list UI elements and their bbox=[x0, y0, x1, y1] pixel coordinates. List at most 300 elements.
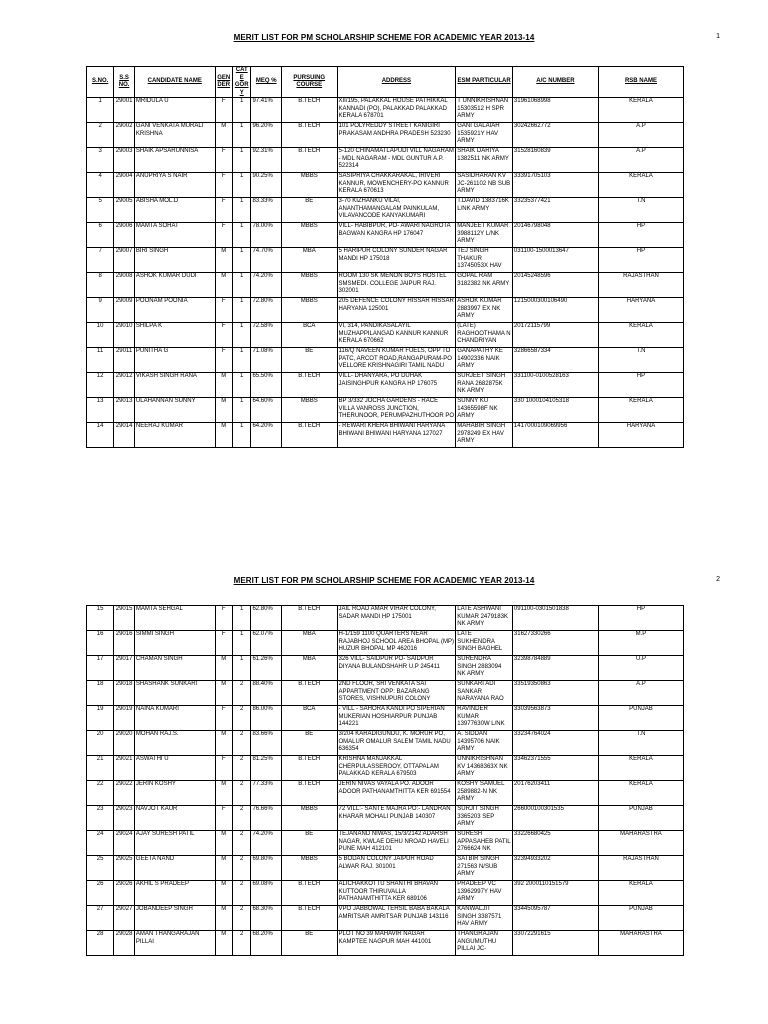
cell-rsb-name: HP bbox=[598, 606, 683, 631]
cell-category: 1 bbox=[232, 348, 251, 373]
cell-serial-number: 11 bbox=[87, 348, 114, 373]
cell-serial-number: 2 bbox=[87, 123, 114, 148]
header-address: ADDRESS bbox=[337, 67, 456, 98]
cell-gender: F bbox=[215, 223, 232, 248]
cell-address: 5 HARIPUR COLONY SUNDER NAGAR MANDI HP 175018 bbox=[337, 248, 456, 273]
cell-esm-particular: SASIDHARAN KV JC-261102 NB SUB ARMY bbox=[456, 173, 513, 198]
table-row bbox=[87, 298, 684, 323]
cell-esm-particular: GOPAL RAM 3182382 NK ARMY bbox=[456, 273, 513, 298]
header-category: CATE GORY bbox=[232, 67, 251, 98]
cell-address: TEJANAND NIWAS, 15/3/2142 ADARSH NAGAR, KWLAE DEHU NROAD HAVELI PUNE MAH 412101 bbox=[337, 831, 456, 856]
cell-gender: F bbox=[215, 631, 232, 656]
cell-rsb-name: KERALA bbox=[598, 173, 683, 198]
header-candidate-name: CANDIDATE NAME bbox=[134, 67, 215, 98]
cell-esm-particular: SHAIK DARIYA 1382511 NK ARMY bbox=[456, 148, 513, 173]
cell-gender: F bbox=[215, 323, 232, 348]
cell-ss-number: 29012 bbox=[114, 373, 135, 398]
cell-ss-number: 29024 bbox=[114, 831, 135, 856]
cell-account-number: 33519350863 bbox=[512, 681, 598, 706]
cell-meq-percent: 62.07% bbox=[251, 631, 282, 656]
table-row bbox=[87, 931, 684, 956]
table-row bbox=[87, 781, 684, 806]
cell-category: 1 bbox=[232, 98, 251, 123]
cell-address: VI, 314, PANDIKASALAYIL MUZHAPPILANGAD KANNUR KANNUR KERALA 670662 bbox=[337, 323, 456, 348]
cell-account-number: 33226680425 bbox=[512, 831, 598, 856]
cell-gender: M bbox=[215, 273, 232, 298]
cell-pursuing-course: B.TECH bbox=[281, 423, 337, 448]
cell-account-number: 392 2000110151579 bbox=[512, 881, 598, 906]
cell-pursuing-course: BE bbox=[281, 348, 337, 373]
cell-pursuing-course: BE bbox=[281, 198, 337, 223]
cell-category: 2 bbox=[232, 881, 251, 906]
cell-meq-percent: 96.20% bbox=[251, 123, 282, 148]
table-row bbox=[87, 373, 684, 398]
table-row bbox=[87, 223, 684, 248]
cell-serial-number: 22 bbox=[87, 781, 114, 806]
cell-ss-number: 29020 bbox=[114, 731, 135, 756]
cell-meq-percent: 68.20% bbox=[251, 931, 282, 956]
cell-candidate-name: MOHAN RAJ.S. bbox=[134, 731, 215, 756]
cell-pursuing-course: BCA bbox=[281, 706, 337, 731]
cell-address: VPO JABBOWAL TEHSIL BABA BAKALA AMRITSAR AMRITSAR PUNJAB 143116 bbox=[337, 906, 456, 931]
cell-esm-particular: SATBIR SINGH 271563 N/SUB ARMY bbox=[456, 856, 513, 881]
header-meq-percent: MEQ % bbox=[251, 67, 282, 98]
cell-meq-percent: 74.20% bbox=[251, 831, 282, 856]
cell-pursuing-course: MBBS bbox=[281, 806, 337, 831]
header-serial-number: S.NO. bbox=[87, 67, 114, 98]
cell-meq-percent: 69.80% bbox=[251, 856, 282, 881]
cell-category: 1 bbox=[232, 123, 251, 148]
cell-rsb-name: U.P bbox=[598, 656, 683, 681]
cell-meq-percent: 86.00% bbox=[251, 706, 282, 731]
cell-candidate-name: GANI VENKATA MURALI KRISHNA bbox=[134, 123, 215, 148]
cell-meq-percent: 78.00% bbox=[251, 223, 282, 248]
cell-candidate-name: SHAIK APSARUNNISA bbox=[134, 148, 215, 173]
cell-serial-number: 18 bbox=[87, 681, 114, 706]
cell-gender: M bbox=[215, 781, 232, 806]
cell-ss-number: 29028 bbox=[114, 931, 135, 956]
cell-esm-particular: (LATE) RAGHOOTHAMA N CHANDRIYAN bbox=[456, 323, 513, 348]
cell-serial-number: 25 bbox=[87, 856, 114, 881]
cell-esm-particular: RAVINDER KUMAR 13977630W L/NK bbox=[456, 706, 513, 731]
cell-gender: F bbox=[215, 806, 232, 831]
cell-candidate-name: MAMTA SOHAT bbox=[134, 223, 215, 248]
cell-candidate-name: ASHOK KUMAR DUDI bbox=[134, 273, 215, 298]
table-row bbox=[87, 656, 684, 681]
cell-category: 2 bbox=[232, 931, 251, 956]
page-2-number: 2 bbox=[716, 576, 720, 583]
cell-account-number: 331100-0100528163 bbox=[512, 373, 598, 398]
cell-candidate-name: POONAM POONIA bbox=[134, 298, 215, 323]
cell-rsb-name: A.P bbox=[598, 681, 683, 706]
cell-category: 1 bbox=[232, 298, 251, 323]
cell-pursuing-course: B.TECH bbox=[281, 98, 337, 123]
cell-gender: F bbox=[215, 148, 232, 173]
cell-ss-number: 29001 bbox=[114, 98, 135, 123]
cell-pursuing-course: B.TECH bbox=[281, 906, 337, 931]
cell-esm-particular: PRADEEP VC 13962997Y HAV ARMY bbox=[456, 881, 513, 906]
cell-candidate-name: SHILPA K bbox=[134, 323, 215, 348]
cell-category: 2 bbox=[232, 906, 251, 931]
cell-pursuing-course: B.TECH bbox=[281, 881, 337, 906]
cell-account-number: 330 1000104105318 bbox=[512, 398, 598, 423]
cell-ss-number: 29002 bbox=[114, 123, 135, 148]
cell-category: 1 bbox=[232, 273, 251, 298]
cell-account-number: 32394933202 bbox=[512, 856, 598, 881]
header-account-number: A/C NUMBER bbox=[512, 67, 598, 98]
cell-ss-number: 29017 bbox=[114, 656, 135, 681]
cell-pursuing-course: BCA bbox=[281, 323, 337, 348]
cell-candidate-name: ANUPRIYA S NAIR bbox=[134, 173, 215, 198]
cell-category: 1 bbox=[232, 373, 251, 398]
cell-serial-number: 24 bbox=[87, 831, 114, 856]
cell-meq-percent: 61.26% bbox=[251, 656, 282, 681]
cell-address: - VILL - SAHORA KANDI PO SIPERIAN MUKERIAN HOSHIARPUR PUNJAB 144221 bbox=[337, 706, 456, 731]
cell-candidate-name: BIRI SINGH bbox=[134, 248, 215, 273]
cell-esm-particular: T UNNIKRISHNAN 15303512 H SPR ARMY bbox=[456, 98, 513, 123]
cell-account-number: 031100-1500013647 bbox=[512, 248, 598, 273]
cell-gender: F bbox=[215, 173, 232, 198]
cell-candidate-name: VIKASH SINGH RANA bbox=[134, 373, 215, 398]
cell-gender: M bbox=[215, 931, 232, 956]
cell-esm-particular: KOSHY SAMUEL 2589882-N NK ARMY bbox=[456, 781, 513, 806]
cell-meq-percent: 64.20% bbox=[251, 423, 282, 448]
cell-esm-particular: MAHABIR SINGH 2978249 EX HAV ARMY bbox=[456, 423, 513, 448]
cell-pursuing-course: B.TECH bbox=[281, 756, 337, 781]
cell-address: BP 3/332 JOCHA GARDENS - RACE VILLA VANROSS JUNCTION, THERUNOOR, PERUMPAZHUTHOOR PO bbox=[337, 398, 456, 423]
cell-category: 1 bbox=[232, 398, 251, 423]
table-row bbox=[87, 423, 684, 448]
cell-address: JAIL ROAD AMAR VIHAR COLONY, SADAR MANDI HP 175001 bbox=[337, 606, 456, 631]
cell-esm-particular: A. SIDDAN 14395706 NAIK ARMY bbox=[456, 731, 513, 756]
cell-meq-percent: 76.66% bbox=[251, 806, 282, 831]
cell-meq-percent: 83.33% bbox=[251, 198, 282, 223]
cell-rsb-name: T.N bbox=[598, 731, 683, 756]
table-header-row bbox=[87, 67, 684, 98]
cell-esm-particular: SUNNY KU 14365598F NK ARMY bbox=[456, 398, 513, 423]
cell-gender: M bbox=[215, 831, 232, 856]
cell-account-number: 1417000109069956 bbox=[512, 423, 598, 448]
table-row bbox=[87, 148, 684, 173]
cell-pursuing-course: MBBS bbox=[281, 398, 337, 423]
cell-ss-number: 29018 bbox=[114, 681, 135, 706]
cell-pursuing-course: MBA bbox=[281, 656, 337, 681]
cell-rsb-name: KERALA bbox=[598, 756, 683, 781]
cell-account-number: 33391705103 bbox=[512, 173, 598, 198]
cell-serial-number: 16 bbox=[87, 631, 114, 656]
cell-account-number: 1215000300106490 bbox=[512, 298, 598, 323]
page-2-title: MERIT LIST FOR PM SCHOLARSHIP SCHEME FOR ACADEMIC YEAR 2013-14 bbox=[233, 576, 535, 585]
merit-table-page-2 bbox=[86, 605, 684, 956]
table-row bbox=[87, 856, 684, 881]
cell-account-number: 20146798048 bbox=[512, 223, 598, 248]
table-row bbox=[87, 173, 684, 198]
cell-rsb-name: M.P bbox=[598, 631, 683, 656]
cell-account-number: 32866587334 bbox=[512, 348, 598, 373]
cell-rsb-name: MAHARASTRA bbox=[598, 831, 683, 856]
cell-esm-particular: T.DAVID 1383716K L/NK ARMY bbox=[456, 198, 513, 223]
cell-category: 1 bbox=[232, 248, 251, 273]
table-row bbox=[87, 348, 684, 373]
table-row bbox=[87, 606, 684, 631]
cell-category: 2 bbox=[232, 731, 251, 756]
cell-esm-particular: UNNIKRISHNAN KV 14368363X NK ARMY bbox=[456, 756, 513, 781]
cell-ss-number: 29026 bbox=[114, 881, 135, 906]
cell-address: ALICHAKKOTTU SHANTHI BHAVAN KUTTOOR THIRUVALLA PATHANAMTHITTA KER 689106 bbox=[337, 881, 456, 906]
cell-esm-particular: SURJEET SINGH RANA 2682875K NK ARMY bbox=[456, 373, 513, 398]
cell-address: VILL- HABIBPUR, PO- AWARI NAGROTA BAGWAN KANGRA HP 176047 bbox=[337, 223, 456, 248]
cell-gender: M bbox=[215, 731, 232, 756]
cell-esm-particular: THANGRAJAN ANGUMUTHU PILLAI JC- bbox=[456, 931, 513, 956]
cell-esm-particular: LATE SUKHENDRA SINGH BAGHEL bbox=[456, 631, 513, 656]
cell-candidate-name: NAVJOT KAUR bbox=[134, 806, 215, 831]
cell-account-number: 30242662772 bbox=[512, 123, 598, 148]
cell-category: 1 bbox=[232, 631, 251, 656]
cell-category: 1 bbox=[232, 173, 251, 198]
cell-ss-number: 29021 bbox=[114, 756, 135, 781]
cell-meq-percent: 71.08% bbox=[251, 348, 282, 373]
cell-pursuing-course: MBA bbox=[281, 631, 337, 656]
cell-meq-percent: 68.30% bbox=[251, 906, 282, 931]
cell-rsb-name: PUNJAB bbox=[598, 906, 683, 931]
header-rsb-name: RSB NAME bbox=[598, 67, 683, 98]
cell-rsb-name: HP bbox=[598, 223, 683, 248]
header-gender: GEN DER bbox=[215, 67, 232, 98]
header-pursuing-course: PURSUING COURSE bbox=[281, 67, 337, 98]
cell-category: 2 bbox=[232, 756, 251, 781]
cell-esm-particular: GANAPATHY KE 14902336 NAIK ARMY bbox=[456, 348, 513, 373]
cell-address: KRISHNA MANJAKKAL CHERPULASSEROOY, OTTAPALAM PALAKKAD KERALA 679503 bbox=[337, 756, 456, 781]
cell-esm-particular: TEJ SINGH THAKUR 13745053X HAV bbox=[456, 248, 513, 273]
cell-pursuing-course: BE bbox=[281, 831, 337, 856]
table-row bbox=[87, 906, 684, 931]
cell-address: XII/195, PALAKKAL HOUSE PATHIKKAL KANNADI (PO), PALAKKAD PALAKKAD KERALA 678701 bbox=[337, 98, 456, 123]
cell-rsb-name: RAJASTHAN bbox=[598, 856, 683, 881]
cell-pursuing-course: B.TECH bbox=[281, 606, 337, 631]
table-row bbox=[87, 806, 684, 831]
cell-meq-percent: 92.31% bbox=[251, 148, 282, 173]
cell-candidate-name: JOBANDEEP SINGH bbox=[134, 906, 215, 931]
cell-address: 101 POLYREDDY STREET KANIGIRI PRAKASAM ANDHRA PRADESH 523230 bbox=[337, 123, 456, 148]
cell-pursuing-course: B.TECH bbox=[281, 123, 337, 148]
cell-candidate-name: CHAMAN SINGH bbox=[134, 656, 215, 681]
cell-meq-percent: 62.80% bbox=[251, 606, 282, 631]
cell-serial-number: 4 bbox=[87, 173, 114, 198]
cell-pursuing-course: MBBS bbox=[281, 173, 337, 198]
cell-address: H-1/159 1100 QUARTERS NEAR RAJABHOJ SCHOOL AREA BHOPAL (MP) HUZUR BHOPAL MP 462016 bbox=[337, 631, 456, 656]
cell-rsb-name: KERALA bbox=[598, 781, 683, 806]
cell-rsb-name: T.N bbox=[598, 198, 683, 223]
cell-esm-particular: SUNKARI ADI SANKAR NARAYANA RAO bbox=[456, 681, 513, 706]
cell-ss-number: 29010 bbox=[114, 323, 135, 348]
cell-address: 3-70 KIZHANKU VILAI, ANANTHAMANGALAM PAINKULAM, VILAVANCODE KANYAKUMARI bbox=[337, 198, 456, 223]
cell-address: 5 BODAN COLONY JAIPUR ROAD ALWAR RAJ. 301001 bbox=[337, 856, 456, 881]
cell-serial-number: 1 bbox=[87, 98, 114, 123]
cell-account-number: 33462371555 bbox=[512, 756, 598, 781]
cell-serial-number: 12 bbox=[87, 373, 114, 398]
cell-serial-number: 8 bbox=[87, 273, 114, 298]
cell-address: 326 VILL- SAIDPUR PO- SAIDPUR DIYANA BULANDSHAHR U.P 245411 bbox=[337, 656, 456, 681]
cell-category: 2 bbox=[232, 831, 251, 856]
table-row bbox=[87, 98, 684, 123]
cell-address: 116/Q NAVEEN KUMAR FUELS, OPP TO PATC, ARCOT ROAD,RANGAPURAM-PO VELLORE KRISHNAGIRI TAMIL NADU bbox=[337, 348, 456, 373]
cell-gender: M bbox=[215, 656, 232, 681]
table-row bbox=[87, 706, 684, 731]
cell-esm-particular: ASHOK KUMAR 2883997 EX NK ARMY bbox=[456, 298, 513, 323]
cell-rsb-name: A.P bbox=[598, 148, 683, 173]
cell-gender: M bbox=[215, 123, 232, 148]
cell-ss-number: 29015 bbox=[114, 606, 135, 631]
cell-pursuing-course: MBA bbox=[281, 248, 337, 273]
cell-rsb-name: HP bbox=[598, 373, 683, 398]
cell-candidate-name: PUNITHA G bbox=[134, 348, 215, 373]
cell-meq-percent: 90.25% bbox=[251, 173, 282, 198]
cell-account-number: 32398784889 bbox=[512, 656, 598, 681]
cell-gender: F bbox=[215, 198, 232, 223]
cell-esm-particular: SURESH APPASAHEB PATIL 2766624 NK bbox=[456, 831, 513, 856]
cell-address: 205 DEFENCE COLONY HISSAR HISSAR HARYANA 125001 bbox=[337, 298, 456, 323]
cell-address: 3/204 KARADIGUNDU, K. MORUR PO, OMALUR OMALUR SALEM TAMIL NADU 636354 bbox=[337, 731, 456, 756]
page-1-number: 1 bbox=[716, 33, 720, 40]
merit-table-page-1 bbox=[86, 66, 684, 448]
cell-address: ROOM 130 SK MENON BOYS HOSTEL SMSMEDI. COLLEGE JAIPUR RAJ. 302001 bbox=[337, 273, 456, 298]
cell-account-number: 266000100301535 bbox=[512, 806, 598, 831]
cell-candidate-name: AKHIL S PRADEEP bbox=[134, 881, 215, 906]
cell-category: 1 bbox=[232, 223, 251, 248]
cell-category: 2 bbox=[232, 781, 251, 806]
cell-candidate-name: ASWATHI U bbox=[134, 756, 215, 781]
cell-account-number: 31528160839 bbox=[512, 148, 598, 173]
cell-address: PLOT NO 39 MAHAVIR NAGAR KAMPTEE NAGPUR MAH 441001 bbox=[337, 931, 456, 956]
cell-address: - REWARI KHERA BHIWANI HARYANA BHIWANI BHIWANI HARYANA 127027 bbox=[337, 423, 456, 448]
cell-pursuing-course: B.TECH bbox=[281, 373, 337, 398]
cell-ss-number: 29019 bbox=[114, 706, 135, 731]
cell-esm-particular: GANI GALAIAH 1535921Y HAV ARMY bbox=[456, 123, 513, 148]
cell-candidate-name: NAINA KUMARI bbox=[134, 706, 215, 731]
cell-candidate-name: AMAN THANGARAJAN PILLAI bbox=[134, 931, 215, 956]
cell-meq-percent: 74.20% bbox=[251, 273, 282, 298]
cell-account-number: 33072291615 bbox=[512, 931, 598, 956]
cell-serial-number: 26 bbox=[87, 881, 114, 906]
cell-account-number: 33234764024 bbox=[512, 731, 598, 756]
table-row bbox=[87, 398, 684, 423]
cell-ss-number: 29005 bbox=[114, 198, 135, 223]
cell-ss-number: 29004 bbox=[114, 173, 135, 198]
cell-gender: M bbox=[215, 423, 232, 448]
cell-gender: M bbox=[215, 248, 232, 273]
table-row bbox=[87, 831, 684, 856]
table-row bbox=[87, 731, 684, 756]
cell-meq-percent: 83.66% bbox=[251, 731, 282, 756]
cell-pursuing-course: BE bbox=[281, 931, 337, 956]
cell-esm-particular: SURENDRA SINGH 2883094 NK ARMY bbox=[456, 656, 513, 681]
cell-account-number: 33235377421 bbox=[512, 198, 598, 223]
cell-ss-number: 29011 bbox=[114, 348, 135, 373]
cell-ss-number: 29025 bbox=[114, 856, 135, 881]
header-esm-particular: ESM PARTICULAR bbox=[456, 67, 513, 98]
page-1-title: MERIT LIST FOR PM SCHOLARSHIP SCHEME FOR ACADEMIC YEAR 2013-14 bbox=[233, 33, 535, 42]
cell-account-number: 20172115799 bbox=[512, 323, 598, 348]
table-row bbox=[87, 248, 684, 273]
cell-meq-percent: 64.60% bbox=[251, 398, 282, 423]
cell-gender: F bbox=[215, 706, 232, 731]
cell-gender: F bbox=[215, 348, 232, 373]
cell-account-number: 20145248596 bbox=[512, 273, 598, 298]
cell-ss-number: 29023 bbox=[114, 806, 135, 831]
cell-category: 2 bbox=[232, 806, 251, 831]
cell-gender: M bbox=[215, 906, 232, 931]
cell-meq-percent: 69.08% bbox=[251, 881, 282, 906]
cell-pursuing-course: MBBS bbox=[281, 223, 337, 248]
cell-meq-percent: 97.41% bbox=[251, 98, 282, 123]
cell-gender: F bbox=[215, 756, 232, 781]
cell-address: 5-120 CHINAMATLAPUDI VILL NAGARAM - MDL NAGARAM - MDL GUNTUR A.P. 522314 bbox=[337, 148, 456, 173]
cell-rsb-name: T.N bbox=[598, 348, 683, 373]
cell-ss-number: 29006 bbox=[114, 223, 135, 248]
cell-ss-number: 29022 bbox=[114, 781, 135, 806]
cell-serial-number: 9 bbox=[87, 298, 114, 323]
cell-esm-particular: KANWALJIT SINGH 3387571 HAV ARMY bbox=[456, 906, 513, 931]
cell-ss-number: 29013 bbox=[114, 398, 135, 423]
cell-category: 1 bbox=[232, 323, 251, 348]
cell-serial-number: 21 bbox=[87, 756, 114, 781]
cell-candidate-name: ULAHANNAN SUNNY bbox=[134, 398, 215, 423]
cell-rsb-name: KERALA bbox=[598, 98, 683, 123]
cell-gender: F bbox=[215, 606, 232, 631]
cell-category: 1 bbox=[232, 423, 251, 448]
table-row bbox=[87, 198, 684, 223]
cell-pursuing-course: B.TECH bbox=[281, 148, 337, 173]
table-row bbox=[87, 681, 684, 706]
cell-rsb-name: HP bbox=[598, 248, 683, 273]
cell-rsb-name: HARYANA bbox=[598, 423, 683, 448]
cell-rsb-name: MAHARASTRA bbox=[598, 931, 683, 956]
cell-gender: M bbox=[215, 681, 232, 706]
cell-category: 1 bbox=[232, 606, 251, 631]
cell-account-number: 31627330266 bbox=[512, 631, 598, 656]
cell-rsb-name: KERALA bbox=[598, 398, 683, 423]
cell-address: SASIPRIYA CHAKKARAKAL, IRIVERI KANNUR, MOWENCHERY-PO KANNUR KERALA 670613 bbox=[337, 173, 456, 198]
cell-rsb-name: PUNJAB bbox=[598, 706, 683, 731]
cell-gender: F bbox=[215, 298, 232, 323]
cell-meq-percent: 74.70% bbox=[251, 248, 282, 273]
cell-serial-number: 17 bbox=[87, 656, 114, 681]
cell-candidate-name: ABISHA MOL.D bbox=[134, 198, 215, 223]
cell-ss-number: 29014 bbox=[114, 423, 135, 448]
cell-serial-number: 19 bbox=[87, 706, 114, 731]
cell-serial-number: 28 bbox=[87, 931, 114, 956]
cell-address: 72 VILL:- SANTE MAJRA PO:- LANDRAN KHARAR MOHALI PUNJAB 140307 bbox=[337, 806, 456, 831]
cell-serial-number: 13 bbox=[87, 398, 114, 423]
cell-serial-number: 10 bbox=[87, 323, 114, 348]
cell-meq-percent: 72.58% bbox=[251, 323, 282, 348]
cell-account-number: 33445095787 bbox=[512, 906, 598, 931]
cell-serial-number: 5 bbox=[87, 198, 114, 223]
cell-ss-number: 29016 bbox=[114, 631, 135, 656]
cell-rsb-name: PUNJAB bbox=[598, 806, 683, 831]
cell-ss-number: 29007 bbox=[114, 248, 135, 273]
cell-account-number: 31961068998 bbox=[512, 98, 598, 123]
cell-candidate-name: SIMMI SINGH bbox=[134, 631, 215, 656]
cell-address: VILL- DHANYARA, PO DUHAK JAISINGHPUR KANGRA HP 176075 bbox=[337, 373, 456, 398]
cell-ss-number: 29003 bbox=[114, 148, 135, 173]
cell-meq-percent: 65.50% bbox=[251, 373, 282, 398]
header-ss-number: S.S NO. bbox=[114, 67, 135, 98]
cell-meq-percent: 81.25% bbox=[251, 756, 282, 781]
table-row bbox=[87, 881, 684, 906]
cell-esm-particular: LATE ASHWANI KUMAR 2479183K NK ARMY bbox=[456, 606, 513, 631]
cell-account-number: 20176203411 bbox=[512, 781, 598, 806]
